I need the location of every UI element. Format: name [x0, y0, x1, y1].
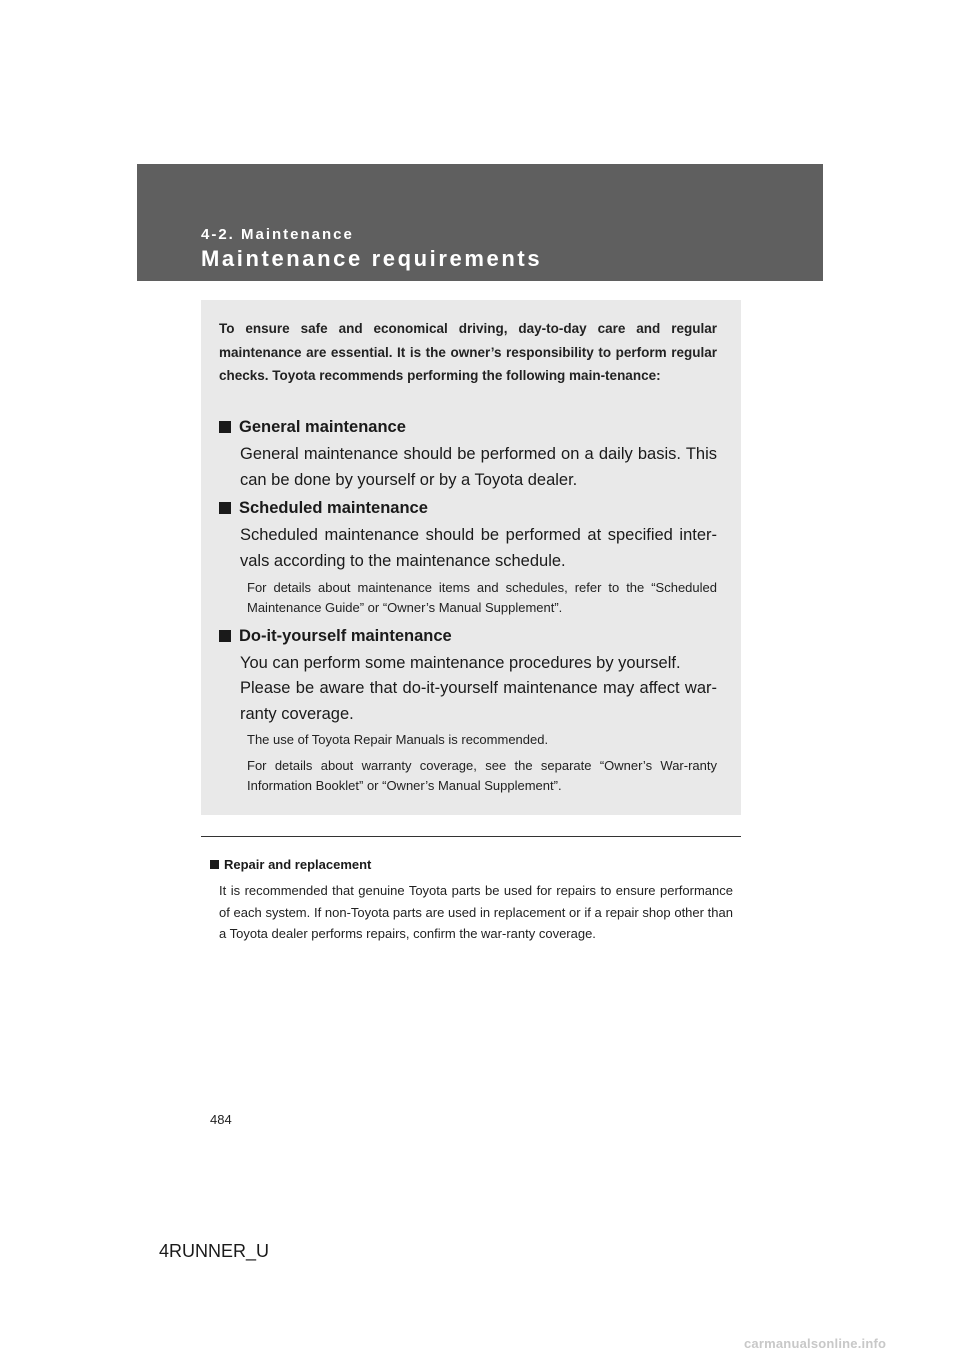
- section-label: 4-2. Maintenance: [201, 226, 354, 243]
- general-maintenance-body: General maintenance should be performed on a daily basis. This can be done by yourself or by a Toyota dealer.: [240, 445, 717, 489]
- scheduled-maintenance-heading: [219, 499, 428, 518]
- square-bullet-icon: [219, 630, 231, 642]
- heading-text: Scheduled maintenance: [239, 499, 428, 517]
- intro-paragraph: To ensure safe and economical driving, day-to-day care and regular maintenance are essential. It is the owner’s responsibility to perform regular checks. Toyota recommends performing the following main-tenance:: [219, 321, 717, 383]
- diy-maintenance-body-2: Please be aware that do-it-yourself maintenance may affect war-ranty coverage.: [240, 679, 717, 723]
- diy-maintenance-heading: [219, 627, 452, 646]
- maintenance-overview-box: [201, 300, 741, 815]
- square-bullet-icon: [219, 421, 231, 433]
- scheduled-maintenance-body: Scheduled maintenance should be performed at specified inter-vals according to the maintenance schedule.: [240, 526, 717, 570]
- document-code: 4RUNNER_U: [159, 1241, 270, 1261]
- heading-text: Do-it-yourself maintenance: [239, 627, 452, 645]
- square-bullet-icon: [210, 860, 219, 869]
- repair-replacement-heading: [210, 857, 371, 872]
- scheduled-maintenance-note: For details about maintenance items and schedules, refer to the “Scheduled Maintenance Guide” or “Owner’s Manual Supplement”.: [247, 580, 717, 615]
- divider: [201, 836, 741, 837]
- heading-text: General maintenance: [239, 418, 406, 436]
- diy-maintenance-body-1: You can perform some maintenance procedures by yourself.: [240, 654, 681, 672]
- chapter-header: [137, 164, 823, 281]
- repair-replacement-body: It is recommended that genuine Toyota parts be used for repairs to ensure performance of each system. If non-Toyota parts are used in replacement or if a repair shop other than a Toyota dealer performs repairs, confirm the war-ranty coverage.: [219, 883, 733, 941]
- watermark: carmanualsonline.info: [744, 1336, 887, 1351]
- heading-text: Repair and replacement: [224, 857, 372, 872]
- page-title: Maintenance requirements: [201, 246, 543, 271]
- diy-note-repair-manuals: The use of Toyota Repair Manuals is recommended.: [247, 732, 549, 747]
- page-number: 484: [210, 1112, 232, 1127]
- square-bullet-icon: [219, 502, 231, 514]
- diy-note-warranty: For details about warranty coverage, see the separate “Owner’s War-ranty Information Booklet” or “Owner’s Manual Supplement”.: [247, 758, 717, 793]
- general-maintenance-heading: [219, 418, 406, 437]
